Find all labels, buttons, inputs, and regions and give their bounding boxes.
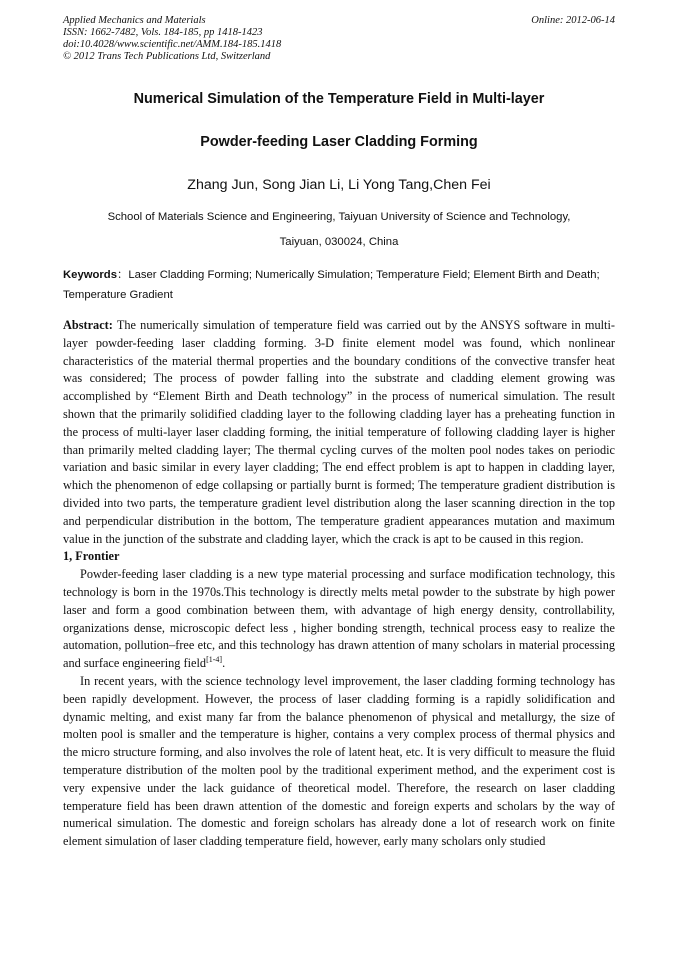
keywords	[63, 265, 615, 305]
affiliation-line-1: School of Materials Science and Engineering, Taiyuan University of Science and Technology,	[107, 211, 571, 223]
paper-body	[63, 317, 615, 851]
affiliation-line-2: Taiyuan, 030024, China	[279, 236, 399, 248]
journal-header	[63, 15, 615, 63]
online-date: Online: 2012-06-14	[531, 15, 615, 26]
journal-name: Applied Mechanics and Materials	[63, 15, 206, 26]
paragraph-1-text: Powder-feeding laser cladding is a new type material processing and surface modification technology, this technology is born in the 1970s.This technology is directly melts metal powder to the substrate by high power laser and form a good combination between them, with advantage of high energy density, controllability, organizations dense, microscopic defect less , higher bonding strength, technical process easy to realize the automation, pollution–free etc, and this technology has drawn attention of many scholars in material processing and surface engineering field	[63, 567, 615, 671]
abstract-paragraph	[63, 317, 615, 548]
paper-title-line-1: Numerical Simulation of the Temperature Field in Multi-layer	[133, 91, 545, 107]
abstract-label: Abstract:	[63, 318, 113, 332]
paragraph-1-end: .	[222, 656, 226, 671]
keywords-text: Laser Cladding Forming; Numerically Simulation; Temperature Field; Element Birth and Death; Temperature Gradient	[63, 269, 600, 301]
keywords-separator: ：	[117, 269, 129, 281]
journal-issn: ISSN: 1662-7482, Vols. 184-185, pp 1418-1423	[63, 27, 263, 38]
section-heading: 1, Frontier	[63, 549, 120, 564]
author-list: Zhang Jun, Song Jian Li, Li Yong Tang,Chen Fei	[187, 177, 491, 193]
abstract-text: The numerically simulation of temperature field was carried out by the ANSYS software in multi-layer powder-feeding laser cladding forming. 3-D finite element model was found, which nonlinear characteristics of the material thermal properties and the boundary conditions of the convective transfer heat was considered; The process of powder falling into the substrate and cladding element growing was accomplished by “Element Birth and Death technology” in the process of numerical simulation. The result shown that the primarily solidified cladding layer to the following cladding layer has a preheating function in the process of multi-layer laser cladding forming, the initial temperature of following cladding layer is higher than primarily melted cladding layer; The thermal cycling curves of the molten pool nodes takes on periodic variation and basic similar in every layer cladding; The end effect problem is apt to happen in cladding layer, which the phenomenon of edge collapsing or partially burnt is formed; The temperature gradient distribution is divided into two parts, the temperature gradient level distribution along the laser scanning direction in the top and perpendicular distribution in the bottom, The temperature gradient appearances mutation and maximum value in the junction of the substrate and cladding layer, which the crack is apt to be caused in this region.	[63, 318, 615, 546]
keywords-label: Keywords	[63, 269, 117, 281]
journal-doi: doi:10.4028/www.scientific.net/AMM.184-185.1418	[63, 39, 282, 50]
body-paragraph-2: In recent years, with the science technology level improvement, the laser cladding forming technology has been rapidly development. However, the process of laser cladding forming is a rapidly solidification and dynamic melting, and exist many far from the balance phenomenon of physical and metallurgy, the size of molten pool is smaller and the temperature is higher, contains a very complex process of thermal physics and the micro structure forming, and also involves the role of latent heat, etc. It is very difficult to measure the fluid temperature distribution of the molten pool by the traditional experiment method, and the experiment cost is very expensive under the lack guidance of theoretical model. Therefore, the research on laser cladding temperature field has been drawn attention of the domestic and foreign experts and scholars by the way of numerical simulation. The domestic and foreign scholars has already done a lot of research work on finite element simulation of laser cladding temperature field, however, early many scholars only studied	[63, 673, 615, 849]
citation-ref: [1-4]	[206, 655, 223, 665]
body-paragraph-1	[63, 566, 615, 673]
journal-copyright: © 2012 Trans Tech Publications Ltd, Switzerland	[63, 51, 271, 62]
paper-title-line-2: Powder-feeding Laser Cladding Forming	[200, 134, 478, 150]
